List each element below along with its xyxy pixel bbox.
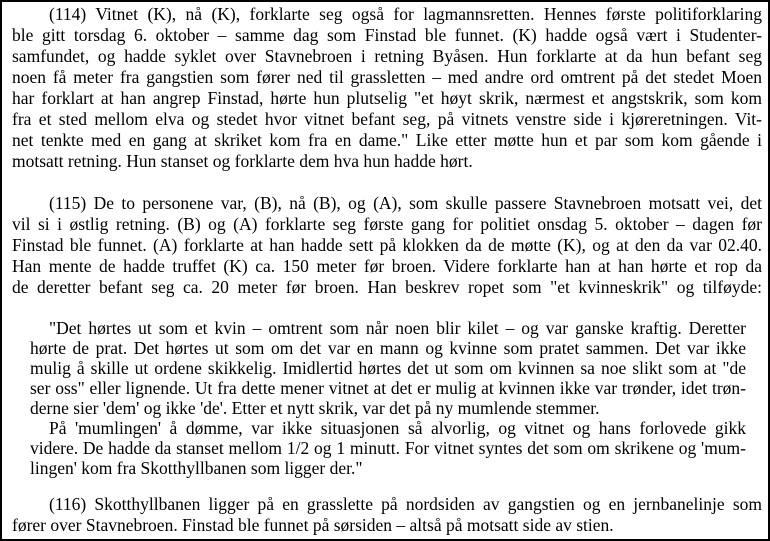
paragraph-line: Han mente de hadde truffet (K) ca. 150 meter før broen. Videre forklarte han at han hørte et rop da — [12, 256, 762, 276]
paragraph-line: motsatt retning. Hun stanset og forklarte dem hva hun hadde hørt. — [12, 151, 473, 171]
quote-line: videre. De hadde da stanset mellom 1/2 og 1 minutt. For vitnet syntes det som om skrikene og 'mum- — [30, 438, 746, 458]
paragraph-line: de deretter befant seg ca. 20 meter før broen. Han beskrev ropet som "et kvinneskrik" og tilføyde: — [12, 277, 762, 297]
quote-line: mulig å skille ut ordene skikkelig. Imidlertid hørtes det ut som om kvinnen sa noe slikt som at "de — [30, 358, 746, 378]
paragraph-line: fører over Stavnebroen. Finstad ble funnet på sørsiden – altså på motsatt side av stien. — [12, 515, 614, 535]
paragraph-line: (115) De to personene var, (B), nå (B), og (A), som skulle passere Stavnebroen motsatt vei, det — [49, 193, 762, 213]
quote-line: lingen' kom fra Skotthyllbanen som ligger der." — [30, 458, 363, 478]
quote-line: ser oss" eller lignende. Ut fra dette mener vitnet at det er mulig at kvinnen ikke var trønder, idet trøn- — [30, 378, 746, 398]
paragraph-line: har forklart at han angrep Finstad, hørte hun plutselig "et høyt skrik, nærmest et angstskrik, som kom — [12, 88, 762, 108]
paragraph-line: (116) Skotthyllbanen ligger på en grasslette på nordsiden av gangstien og en jernbanelinje som — [49, 494, 762, 514]
paragraph-line: Finstad ble funnet. (A) forklarte at han hadde sett på klokken da de møtte (K), og at den da var 02.40. — [12, 235, 762, 255]
quote-line: hørte de prat. Det hørtes ut som om det var en mann og kvinne som pratet sammen. Det var ikke — [30, 338, 746, 358]
paragraph-line: noen få meter fra gangstien som fører ned til grassletten – med andre ord omtrent på det stedet Moen — [12, 67, 762, 87]
quote-line: "Det hørtes ut som et kvin – omtrent som når noen blir kilet – og var ganske kraftig. Deretter — [49, 318, 746, 338]
paragraph-line: samfundet, og hadde syklet over Stavnebroen i retning Byåsen. Hun forklarte at da hun befant seg — [12, 46, 762, 66]
paragraph-line: ble gitt torsdag 6. oktober – samme dag som Finstad ble funnet. (K) hadde også vært i Studenter- — [12, 25, 762, 45]
paragraph-line: fra et sted mellom elva og stedet hvor vitnet befant seg, på vitnets venstre side i kjøreretningen. Vit- — [12, 109, 762, 129]
paragraph-line: (114) Vitnet (K), nå (K), forklarte seg også for lagmannsretten. Hennes første politiforklaring — [49, 4, 762, 24]
quote-line: derne sier 'dem' og ikke 'de'. Etter et nytt skrik, var det på ny mumlende stemmer. — [30, 398, 600, 418]
paragraph-line: vil si i østlig retning. (B) og (A) forklarte seg første gang for politiet onsdag 5. oktober – dagen før — [12, 214, 762, 234]
paragraph-line: net tenkte med en gang at skriket kom fra en dame." Like etter møtte hun et par som kom gående i — [12, 130, 762, 150]
quote-line: På 'mumlingen' å dømme, var ikke situasjonen så alvorlig, og vitnet og hans forlovede gikk — [49, 418, 746, 438]
